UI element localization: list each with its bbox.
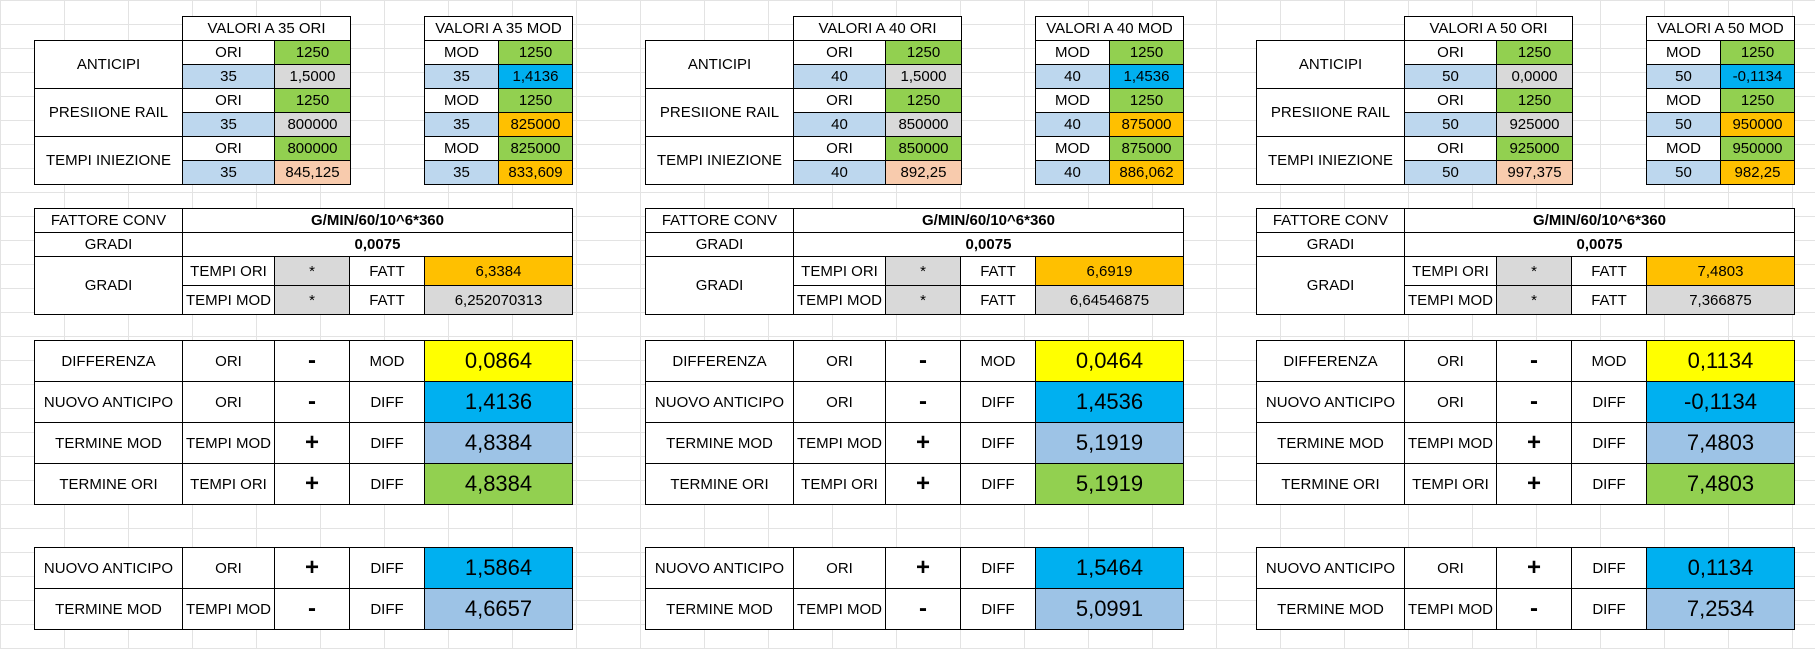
label-tempi-mod[interactable]: TEMPI MOD <box>1405 286 1497 315</box>
rpm-value[interactable]: 40 <box>1036 65 1110 89</box>
ori-result-value[interactable]: 1,5000 <box>275 65 351 89</box>
label-tempi-iniezione[interactable]: TEMPI INIEZIONE <box>646 137 794 185</box>
gradi-value[interactable]: 6,252070313 <box>425 286 573 315</box>
block-35 <box>34 0 658 649</box>
result-value[interactable]: -0,1134 <box>1647 382 1795 423</box>
operand-left[interactable]: TEMPI ORI <box>794 464 886 505</box>
label-nuovo-anticipo[interactable]: NUOVO ANTICIPO <box>646 382 794 423</box>
multiply-sign[interactable]: * <box>886 257 961 286</box>
label-fatt[interactable]: FATT <box>1572 257 1647 286</box>
rpm-value[interactable]: 40 <box>794 113 886 137</box>
label-fattore-conv[interactable]: FATTORE CONV <box>646 209 794 233</box>
mod-result-value[interactable]: 875000 <box>1110 113 1184 137</box>
ori-result-value[interactable]: 850000 <box>886 113 962 137</box>
operand-right[interactable]: DIFF <box>1572 464 1647 505</box>
header-mod[interactable]: VALORI A 40 MOD <box>1036 17 1184 41</box>
mod-value[interactable]: 1250 <box>499 89 573 113</box>
conversion-factor[interactable]: 0,0075 <box>1405 233 1795 257</box>
operator[interactable]: + <box>1497 464 1572 505</box>
rpm-value[interactable]: 50 <box>1647 161 1721 185</box>
mod-result-value[interactable]: 950000 <box>1721 113 1795 137</box>
label-gradi[interactable]: GRADI <box>646 257 794 315</box>
operand-right[interactable]: DIFF <box>961 382 1036 423</box>
label-gradi-top[interactable]: GRADI <box>1257 233 1405 257</box>
result-value[interactable]: 7,4803 <box>1647 464 1795 505</box>
rpm-value[interactable]: 35 <box>425 113 499 137</box>
operand-right[interactable]: DIFF <box>961 423 1036 464</box>
label-tempi-ori[interactable]: TEMPI ORI <box>1405 257 1497 286</box>
operand-right[interactable]: MOD <box>1572 341 1647 382</box>
ori-result-value[interactable]: 0,0000 <box>1497 65 1573 89</box>
label-nuovo-anticipo[interactable]: NUOVO ANTICIPO <box>646 548 794 589</box>
label-fattore-conv[interactable]: FATTORE CONV <box>35 209 183 233</box>
ori-label[interactable]: ORI <box>1405 41 1497 65</box>
ori-value[interactable]: 800000 <box>275 137 351 161</box>
mod-label[interactable]: MOD <box>1647 137 1721 161</box>
label-nuovo-anticipo[interactable]: NUOVO ANTICIPO <box>1257 548 1405 589</box>
operator[interactable]: - <box>886 341 961 382</box>
operator[interactable]: + <box>275 548 350 589</box>
label-gradi-top[interactable]: GRADI <box>646 233 794 257</box>
label-nuovo-anticipo[interactable]: NUOVO ANTICIPO <box>35 382 183 423</box>
mod-result-value[interactable]: -0,1134 <box>1721 65 1795 89</box>
ori-label[interactable]: ORI <box>1405 137 1497 161</box>
ori-result-value[interactable]: 800000 <box>275 113 351 137</box>
result-value[interactable]: 4,8384 <box>425 423 573 464</box>
result-value[interactable]: 5,1919 <box>1036 423 1184 464</box>
rpm-value[interactable]: 40 <box>1036 161 1110 185</box>
header-mod[interactable]: VALORI A 35 MOD <box>425 17 573 41</box>
result-value[interactable]: 0,1134 <box>1647 548 1795 589</box>
mod-label[interactable]: MOD <box>425 41 499 65</box>
mod-result-value[interactable]: 982,25 <box>1721 161 1795 185</box>
operator[interactable]: + <box>275 464 350 505</box>
operator[interactable]: - <box>886 382 961 423</box>
rpm-value[interactable]: 40 <box>794 161 886 185</box>
label-fattore-conv[interactable]: FATTORE CONV <box>1257 209 1405 233</box>
operator[interactable]: - <box>1497 341 1572 382</box>
header-ori[interactable]: VALORI A 50 ORI <box>1405 17 1573 41</box>
mod-value[interactable]: 1250 <box>1721 89 1795 113</box>
mod-value[interactable]: 1250 <box>1721 41 1795 65</box>
rpm-value[interactable]: 50 <box>1405 113 1497 137</box>
ori-value[interactable]: 1250 <box>1497 41 1573 65</box>
operator[interactable]: - <box>1497 382 1572 423</box>
operand-left[interactable]: TEMPI MOD <box>794 589 886 630</box>
mod-result-value[interactable]: 886,062 <box>1110 161 1184 185</box>
operand-left[interactable]: TEMPI MOD <box>1405 589 1497 630</box>
label-termine-mod[interactable]: TERMINE MOD <box>646 423 794 464</box>
rpm-value[interactable]: 35 <box>183 113 275 137</box>
operator[interactable]: + <box>1497 548 1572 589</box>
operand-right[interactable]: DIFF <box>1572 589 1647 630</box>
conversion-factor[interactable]: 0,0075 <box>183 233 573 257</box>
operator[interactable]: - <box>1497 589 1572 630</box>
result-value[interactable]: 0,0864 <box>425 341 573 382</box>
operand-left[interactable]: TEMPI MOD <box>794 423 886 464</box>
label-anticipi[interactable]: ANTICIPI <box>35 41 183 89</box>
ori-value[interactable]: 850000 <box>886 137 962 161</box>
operand-left[interactable]: ORI <box>1405 548 1497 589</box>
operand-left[interactable]: TEMPI ORI <box>183 464 275 505</box>
ori-result-value[interactable]: 925000 <box>1497 113 1573 137</box>
operand-right[interactable]: DIFF <box>350 548 425 589</box>
ori-label[interactable]: ORI <box>183 137 275 161</box>
operand-left[interactable]: TEMPI MOD <box>183 589 275 630</box>
rpm-value[interactable]: 40 <box>1036 113 1110 137</box>
rpm-value[interactable]: 35 <box>183 65 275 89</box>
result-value[interactable]: 1,4536 <box>1036 382 1184 423</box>
operator[interactable]: + <box>886 464 961 505</box>
label-fatt[interactable]: FATT <box>350 286 425 315</box>
label-tempi-mod[interactable]: TEMPI MOD <box>183 286 275 315</box>
mod-result-value[interactable]: 825000 <box>499 113 573 137</box>
operator[interactable]: - <box>886 589 961 630</box>
label-gradi[interactable]: GRADI <box>35 257 183 315</box>
label-pressione-rail[interactable]: PRESIIONE RAIL <box>646 89 794 137</box>
rpm-value[interactable]: 50 <box>1647 65 1721 89</box>
operand-left[interactable]: ORI <box>794 341 886 382</box>
mod-value[interactable]: 875000 <box>1110 137 1184 161</box>
gradi-value[interactable]: 6,6919 <box>1036 257 1184 286</box>
ori-result-value[interactable]: 1,5000 <box>886 65 962 89</box>
operand-left[interactable]: TEMPI MOD <box>183 423 275 464</box>
result-value[interactable]: 5,1919 <box>1036 464 1184 505</box>
operand-right[interactable]: DIFF <box>961 464 1036 505</box>
ori-value[interactable]: 925000 <box>1497 137 1573 161</box>
ori-label[interactable]: ORI <box>1405 89 1497 113</box>
label-termine-ori[interactable]: TERMINE ORI <box>1257 464 1405 505</box>
label-tempi-mod[interactable]: TEMPI MOD <box>794 286 886 315</box>
ori-value[interactable]: 1250 <box>886 41 962 65</box>
mod-label[interactable]: MOD <box>1647 41 1721 65</box>
operator[interactable]: - <box>275 382 350 423</box>
ori-result-value[interactable]: 845,125 <box>275 161 351 185</box>
gradi-value[interactable]: 6,3384 <box>425 257 573 286</box>
rpm-value[interactable]: 35 <box>425 65 499 89</box>
ori-value[interactable]: 1250 <box>275 41 351 65</box>
ori-value[interactable]: 1250 <box>275 89 351 113</box>
ori-value[interactable]: 1250 <box>1497 89 1573 113</box>
ori-label[interactable]: ORI <box>183 89 275 113</box>
label-anticipi[interactable]: ANTICIPI <box>646 41 794 89</box>
label-termine-mod[interactable]: TERMINE MOD <box>1257 589 1405 630</box>
ori-label[interactable]: ORI <box>794 89 886 113</box>
operand-left[interactable]: ORI <box>794 382 886 423</box>
ori-label[interactable]: ORI <box>794 41 886 65</box>
operand-right[interactable]: DIFF <box>1572 423 1647 464</box>
rpm-value[interactable]: 50 <box>1647 113 1721 137</box>
mod-value[interactable]: 1250 <box>499 41 573 65</box>
label-anticipi[interactable]: ANTICIPI <box>1257 41 1405 89</box>
ori-label[interactable]: ORI <box>794 137 886 161</box>
mod-label[interactable]: MOD <box>1036 89 1110 113</box>
gradi-value[interactable]: 7,4803 <box>1647 257 1795 286</box>
rpm-value[interactable]: 35 <box>183 161 275 185</box>
conversion-formula[interactable]: G/MIN/60/10^6*360 <box>794 209 1184 233</box>
conversion-formula[interactable]: G/MIN/60/10^6*360 <box>1405 209 1795 233</box>
operand-left[interactable]: ORI <box>1405 341 1497 382</box>
label-termine-mod[interactable]: TERMINE MOD <box>646 589 794 630</box>
label-tempi-iniezione[interactable]: TEMPI INIEZIONE <box>35 137 183 185</box>
operand-right[interactable]: DIFF <box>350 423 425 464</box>
mod-value[interactable]: 1250 <box>1110 89 1184 113</box>
operand-right[interactable]: DIFF <box>961 589 1036 630</box>
operand-right[interactable]: DIFF <box>961 548 1036 589</box>
ori-result-value[interactable]: 892,25 <box>886 161 962 185</box>
header-mod[interactable]: VALORI A 50 MOD <box>1647 17 1795 41</box>
label-pressione-rail[interactable]: PRESIIONE RAIL <box>35 89 183 137</box>
multiply-sign[interactable]: * <box>275 257 350 286</box>
operand-left[interactable]: ORI <box>794 548 886 589</box>
result-value[interactable]: 7,2534 <box>1647 589 1795 630</box>
conversion-formula[interactable]: G/MIN/60/10^6*360 <box>183 209 573 233</box>
header-ori[interactable]: VALORI A 40 ORI <box>794 17 962 41</box>
rpm-value[interactable]: 35 <box>425 161 499 185</box>
result-value[interactable]: 1,5464 <box>1036 548 1184 589</box>
rpm-value[interactable]: 50 <box>1405 161 1497 185</box>
operator[interactable]: + <box>886 423 961 464</box>
label-tempi-ori[interactable]: TEMPI ORI <box>794 257 886 286</box>
operand-right[interactable]: MOD <box>350 341 425 382</box>
label-termine-ori[interactable]: TERMINE ORI <box>646 464 794 505</box>
mod-label[interactable]: MOD <box>425 137 499 161</box>
label-fatt[interactable]: FATT <box>350 257 425 286</box>
label-fatt[interactable]: FATT <box>1572 286 1647 315</box>
result-value[interactable]: 1,5864 <box>425 548 573 589</box>
mod-label[interactable]: MOD <box>1036 41 1110 65</box>
operand-right[interactable]: DIFF <box>350 589 425 630</box>
label-differenza[interactable]: DIFFERENZA <box>35 341 183 382</box>
mod-result-value[interactable]: 1,4136 <box>499 65 573 89</box>
result-value[interactable]: 0,1134 <box>1647 341 1795 382</box>
ori-value[interactable]: 1250 <box>886 89 962 113</box>
label-termine-mod[interactable]: TERMINE MOD <box>1257 423 1405 464</box>
multiply-sign[interactable]: * <box>1497 286 1572 315</box>
rpm-value[interactable]: 40 <box>794 65 886 89</box>
label-fatt[interactable]: FATT <box>961 286 1036 315</box>
result-value[interactable]: 4,8384 <box>425 464 573 505</box>
label-termine-mod[interactable]: TERMINE MOD <box>35 589 183 630</box>
label-differenza[interactable]: DIFFERENZA <box>646 341 794 382</box>
block-40 <box>645 0 1269 649</box>
multiply-sign[interactable]: * <box>886 286 961 315</box>
ori-label[interactable]: ORI <box>183 41 275 65</box>
mod-value[interactable]: 825000 <box>499 137 573 161</box>
operand-left[interactable]: ORI <box>183 382 275 423</box>
operand-left[interactable]: ORI <box>183 548 275 589</box>
conversion-factor[interactable]: 0,0075 <box>794 233 1184 257</box>
operand-left[interactable]: TEMPI ORI <box>1405 464 1497 505</box>
header-ori[interactable]: VALORI A 35 ORI <box>183 17 351 41</box>
operand-right[interactable]: MOD <box>961 341 1036 382</box>
result-value[interactable]: 1,4136 <box>425 382 573 423</box>
mod-label[interactable]: MOD <box>1036 137 1110 161</box>
mod-label[interactable]: MOD <box>1647 89 1721 113</box>
operator[interactable]: + <box>886 548 961 589</box>
label-nuovo-anticipo[interactable]: NUOVO ANTICIPO <box>1257 382 1405 423</box>
operand-left[interactable]: ORI <box>1405 382 1497 423</box>
label-tempi-ori[interactable]: TEMPI ORI <box>183 257 275 286</box>
label-nuovo-anticipo[interactable]: NUOVO ANTICIPO <box>35 548 183 589</box>
gradi-value[interactable]: 6,64546875 <box>1036 286 1184 315</box>
label-gradi[interactable]: GRADI <box>1257 257 1405 315</box>
operator[interactable]: + <box>1497 423 1572 464</box>
operand-left[interactable]: ORI <box>183 341 275 382</box>
result-value[interactable]: 7,4803 <box>1647 423 1795 464</box>
operand-right[interactable]: DIFF <box>1572 548 1647 589</box>
rpm-value[interactable]: 50 <box>1405 65 1497 89</box>
operand-left[interactable]: TEMPI MOD <box>1405 423 1497 464</box>
result-value[interactable]: 0,0464 <box>1036 341 1184 382</box>
label-termine-ori[interactable]: TERMINE ORI <box>35 464 183 505</box>
ori-result-value[interactable]: 997,375 <box>1497 161 1573 185</box>
mod-label[interactable]: MOD <box>425 89 499 113</box>
multiply-sign[interactable]: * <box>1497 257 1572 286</box>
label-termine-mod[interactable]: TERMINE MOD <box>35 423 183 464</box>
mod-result-value[interactable]: 1,4536 <box>1110 65 1184 89</box>
multiply-sign[interactable]: * <box>275 286 350 315</box>
label-differenza[interactable]: DIFFERENZA <box>1257 341 1405 382</box>
mod-value[interactable]: 950000 <box>1721 137 1795 161</box>
mod-result-value[interactable]: 833,609 <box>499 161 573 185</box>
label-gradi-top[interactable]: GRADI <box>35 233 183 257</box>
operand-right[interactable]: DIFF <box>350 382 425 423</box>
block-50 <box>1256 0 1815 649</box>
operand-right[interactable]: DIFF <box>1572 382 1647 423</box>
operator[interactable]: - <box>275 589 350 630</box>
label-fatt[interactable]: FATT <box>961 257 1036 286</box>
operator[interactable]: - <box>275 341 350 382</box>
label-pressione-rail[interactable]: PRESIIONE RAIL <box>1257 89 1405 137</box>
result-value[interactable]: 4,6657 <box>425 589 573 630</box>
gradi-value[interactable]: 7,366875 <box>1647 286 1795 315</box>
operator[interactable]: + <box>275 423 350 464</box>
operand-right[interactable]: DIFF <box>350 464 425 505</box>
mod-value[interactable]: 1250 <box>1110 41 1184 65</box>
label-tempi-iniezione[interactable]: TEMPI INIEZIONE <box>1257 137 1405 185</box>
result-value[interactable]: 5,0991 <box>1036 589 1184 630</box>
